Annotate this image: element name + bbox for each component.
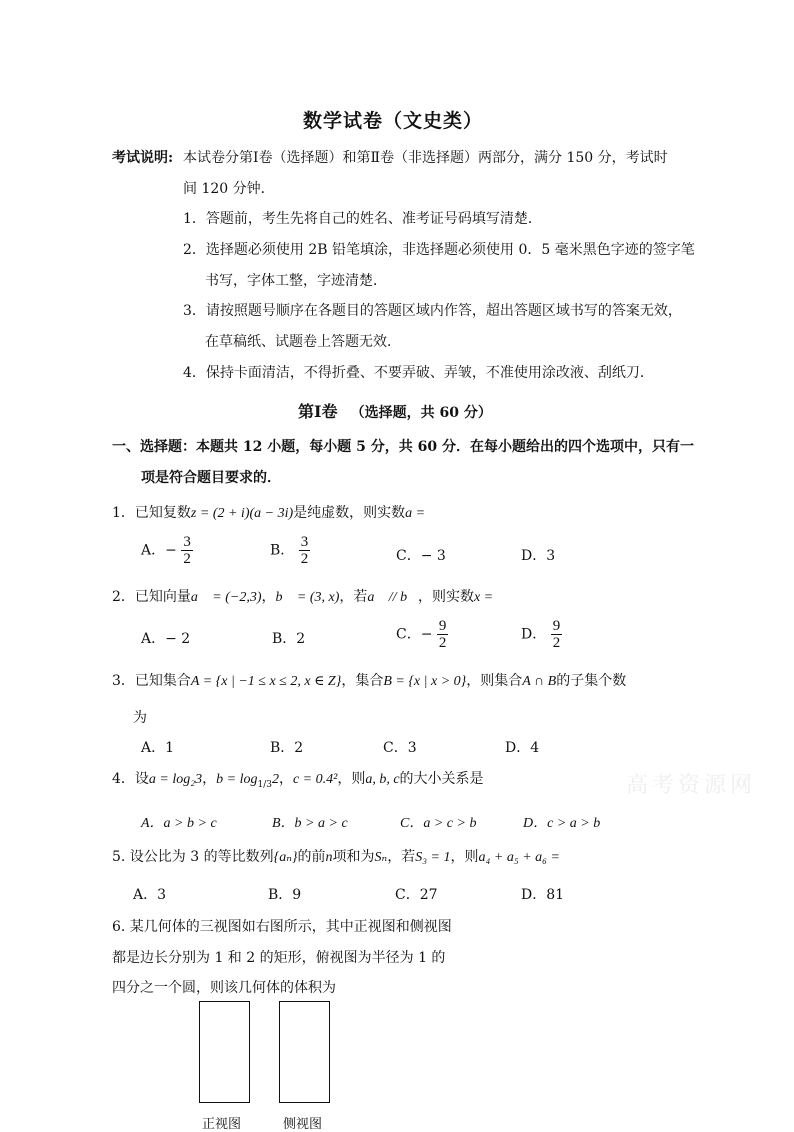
fraction-denominator: 2	[300, 551, 309, 567]
fraction-denominator: 2	[552, 635, 561, 651]
q5-expression: a₄ + a₅ + a₆ =	[478, 850, 560, 865]
section-intro-line-2: 项是符合题目要求的．	[141, 470, 281, 486]
q3-set-b: B = {x | x > 0}	[383, 674, 467, 689]
q4-option-b: B．b > a > c	[272, 816, 348, 831]
q4-option-c: C．a > c > b	[400, 816, 477, 831]
q2-suffix: ，则实数	[417, 589, 474, 605]
q2-variable: x =	[473, 590, 494, 605]
question-1	[112, 502, 425, 522]
section-subtitle: （选择题，共 60 分）	[350, 405, 492, 421]
instructions-line-2: 间 120 分钟．	[183, 181, 275, 197]
q5-option-d: D．81	[521, 887, 565, 903]
q1-option-d: D．3	[521, 548, 556, 564]
q3-option-c: C．3	[383, 740, 417, 756]
instruction-note-3-cont: 在草稿纸、试题卷上答题无效．	[205, 334, 401, 350]
q5-option-b: B．9	[268, 887, 302, 903]
q5-n: n	[325, 850, 333, 865]
instructions-label: 考试说明:	[112, 150, 174, 166]
q3-mid: ，集合	[341, 673, 384, 689]
question-6-line-3: 四分之一个圆，则该几何体的体积为	[112, 980, 336, 996]
q4-option-d: D．c > a > b	[523, 816, 601, 831]
fraction-numerator: 3	[300, 534, 309, 550]
q4-c: c = 0.4²	[292, 772, 338, 787]
q4-suffix: ，则	[337, 771, 366, 787]
question-6-line-2: 都是边长分别为 1 和 2 的矩形，俯视图为半径为 1 的	[112, 950, 446, 966]
q2-option-d-label: D．	[521, 626, 547, 643]
q3-intersection: A ∩ B	[522, 674, 557, 689]
instructions-line-1: 本试卷分第Ⅰ卷（选择题）和第Ⅱ卷（非选择题）两部分，满分 150 分，考试时	[183, 150, 668, 166]
q3-line-2: 为	[133, 710, 147, 726]
q4-b: b = log	[216, 772, 258, 787]
watermark: 高考资源网	[626, 773, 757, 798]
q2-mid: ，若	[339, 589, 368, 605]
q2-option-d	[521, 618, 562, 651]
q1-variable: a =	[405, 506, 426, 521]
q3-set-a: A = {x | −1 ≤ x ≤ 2, x ∈ Z}	[190, 674, 342, 689]
q2-vector-b: b⃗ = (3, x)	[275, 590, 340, 605]
section-heading	[298, 399, 492, 422]
q4-tail: 的大小关系是	[399, 771, 484, 787]
section-title: 第Ⅰ卷	[298, 402, 338, 421]
q2-option-c-sign: −	[420, 626, 433, 643]
q2-prefix: 2．已知向量	[112, 589, 191, 605]
q4-vars: a, b, c	[365, 772, 400, 787]
q3-prefix: 3．已知集合	[112, 673, 191, 689]
q1-option-a-label: A．	[141, 542, 166, 559]
question-6-line-1: 6. 某几何体的三视图如右图所示，其中正视图和侧视图	[112, 919, 452, 935]
section-intro-line-1: 一、选择题：本题共 12 小题，每小题 5 分，共 60 分．在每小题给出的四个选项中，只有一	[112, 439, 694, 455]
q2-option-c-fraction	[437, 618, 449, 651]
question-4: 4．设a = log₂3，$b = \log_{1/3}2$，c = 0.4²，则a, b, c的大小关系是	[112, 771, 484, 790]
q3-option-d: D．4	[505, 740, 540, 756]
q1-option-b-fraction	[299, 534, 311, 567]
q5-mid2: 项和为	[332, 849, 375, 865]
q5-mid4: ，则	[450, 849, 479, 865]
q5-condition: S₃ = 1	[415, 850, 451, 865]
q2-parallel: a⃗ // b⃗	[367, 590, 418, 605]
q5-option-c: C．27	[395, 887, 438, 903]
question-2: 2．已知向量a⃗ = (−2,3)，b⃗ = (3, x)，若a⃗ // b⃗，则实数x =	[112, 589, 494, 605]
q4-log-base: 1/3	[257, 779, 272, 790]
q1-option-a	[141, 534, 193, 567]
q4-log-arg: 2	[271, 772, 279, 787]
side-view-rectangle	[279, 1001, 330, 1103]
q5-sum: Sₙ	[374, 850, 388, 865]
q2-option-b: B．2	[272, 631, 306, 647]
q4-a: a = log₂3	[148, 772, 203, 787]
q1-expression: z = (2 + i)(a − 3i)	[190, 506, 294, 521]
q5-option-a: A．3	[133, 887, 167, 903]
q2-option-c	[396, 618, 448, 651]
page-title: 数学试卷（文史类）	[303, 110, 484, 132]
q4-option-a: A．a > b > c	[141, 816, 217, 831]
q5-mid3: ，若	[387, 849, 416, 865]
instruction-note-4: 4．保持卡面清洁，不得折叠、不要弄破、弄皱，不准使用涂改液、刮纸刀．	[183, 365, 654, 381]
q3-option-b: B．2	[270, 740, 304, 756]
instruction-note-3: 3．请按照题号顺序在各题目的答题区域内作答，超出答题区域书写的答案无效，	[183, 303, 682, 319]
q2-option-c-label: C．	[396, 626, 421, 643]
q2-vector-a: a⃗ = (−2,3)	[190, 590, 262, 605]
fraction-numerator: 9	[552, 618, 561, 634]
q1-option-c: C．− 3	[396, 548, 446, 564]
front-view-label: 正视图	[202, 1117, 242, 1132]
q3-option-a: A．1	[141, 740, 175, 756]
instruction-note-2-cont: 书写，字体工整，字迹清楚．	[205, 273, 387, 289]
q1-option-a-sign: −	[165, 542, 177, 559]
fraction-denominator: 2	[438, 635, 447, 651]
q3-tail: 的子集个数	[556, 673, 627, 689]
q5-prefix: 5. 设公比为 3 的等比数列	[112, 849, 274, 865]
question-5	[112, 846, 560, 866]
instruction-note-1: 1．答题前，考生先将自己的姓名、准考证号码填写清楚．	[183, 211, 542, 227]
question-3	[112, 670, 626, 690]
fraction-numerator: 9	[438, 618, 447, 634]
side-view-label: 侧视图	[283, 1117, 323, 1132]
q1-prefix: 1．已知复数	[112, 505, 191, 521]
q3-suffix: ，则集合	[466, 673, 523, 689]
q2-option-d-fraction	[551, 618, 563, 651]
q1-option-a-fraction	[181, 534, 193, 567]
q1-suffix: 是纯虚数，则实数	[293, 505, 406, 521]
q1-option-b	[270, 534, 310, 567]
q1-option-b-label: B．	[270, 542, 295, 559]
q5-mid: 的前	[297, 849, 326, 865]
q5-sequence: {aₙ}	[273, 850, 298, 865]
fraction-numerator: 3	[183, 534, 191, 550]
front-view-rectangle	[199, 1001, 250, 1103]
q2-option-a: A．− 2	[141, 631, 191, 647]
q4-prefix: 4．设	[112, 771, 149, 787]
fraction-denominator: 2	[183, 551, 191, 567]
instruction-note-2: 2．选择题必须使用 2B 铅笔填涂，非选择题必须使用 0．5 毫米黑色字迹的签字笔	[183, 242, 695, 258]
